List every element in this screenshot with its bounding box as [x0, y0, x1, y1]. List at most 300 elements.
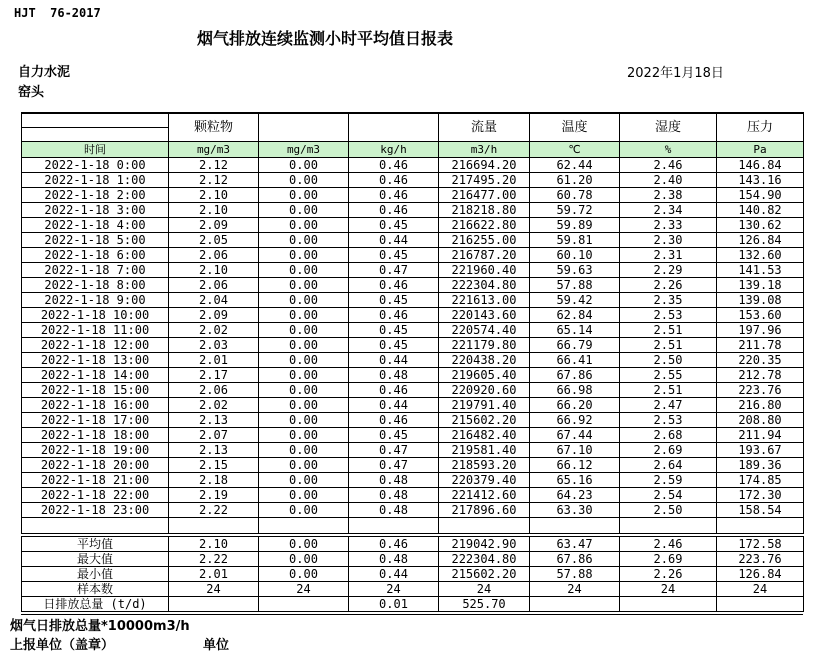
table-row [22, 383, 804, 398]
value-cell: 0.00 [259, 503, 349, 518]
value-cell: 139.08 [717, 293, 804, 308]
value-cell: 2.35 [620, 293, 717, 308]
value-cell: 24 [530, 582, 620, 597]
value-cell: 2.40 [620, 173, 717, 188]
table-row [22, 537, 804, 552]
value-cell: 0.46 [349, 203, 439, 218]
value-cell: 2.01 [169, 353, 259, 368]
row-label-cell: 样本数 [22, 582, 169, 597]
value-cell: 67.86 [530, 368, 620, 383]
value-cell: 146.84 [717, 158, 804, 173]
value-cell: 0.00 [259, 383, 349, 398]
row-label-cell: 2022-1-18 12:00 [22, 338, 169, 353]
row-label-cell: 2022-1-18 8:00 [22, 278, 169, 293]
value-cell: 130.62 [717, 218, 804, 233]
value-cell: 59.72 [530, 203, 620, 218]
value-cell: 0.00 [259, 233, 349, 248]
value-cell: 0.00 [259, 443, 349, 458]
row-label-cell: 平均值 [22, 537, 169, 552]
report-date: 2022年1月18日 [627, 66, 724, 81]
value-cell: 2.33 [620, 218, 717, 233]
hourly-data-table [21, 112, 804, 534]
row-label-cell: 2022-1-18 10:00 [22, 308, 169, 323]
value-cell: 65.14 [530, 323, 620, 338]
value-cell: 0.00 [259, 428, 349, 443]
value-cell: 2.19 [169, 488, 259, 503]
header-corner-bottom-cell [22, 128, 169, 142]
value-cell: 2.01 [169, 567, 259, 582]
value-cell: 0.46 [349, 537, 439, 552]
row-label-cell: 2022-1-18 15:00 [22, 383, 169, 398]
unit-celsius: ℃ [530, 142, 620, 158]
table-row [22, 428, 804, 443]
row-label-cell: 2022-1-18 19:00 [22, 443, 169, 458]
value-cell: 0.01 [349, 597, 439, 612]
value-cell: 220438.20 [439, 353, 530, 368]
value-cell: 66.92 [530, 413, 620, 428]
value-cell: 0.46 [349, 413, 439, 428]
table-row [22, 233, 804, 248]
value-cell: 0.00 [259, 552, 349, 567]
value-cell: 220.35 [717, 353, 804, 368]
value-cell: 140.82 [717, 203, 804, 218]
table-row [22, 248, 804, 263]
value-cell: 67.10 [530, 443, 620, 458]
value-cell: 219581.40 [439, 443, 530, 458]
table-row [22, 323, 804, 338]
table-row [22, 203, 804, 218]
value-cell: 211.94 [717, 428, 804, 443]
value-cell: 2.54 [620, 488, 717, 503]
empty-cell [439, 518, 530, 534]
value-cell: 0.00 [259, 278, 349, 293]
value-cell: 0.00 [259, 398, 349, 413]
value-cell: 2.30 [620, 233, 717, 248]
row-label-cell: 2022-1-18 13:00 [22, 353, 169, 368]
value-cell: 2.53 [620, 413, 717, 428]
value-cell: 2.09 [169, 218, 259, 233]
header-flow: 流量 [439, 113, 530, 142]
value-cell: 219791.40 [439, 398, 530, 413]
table-row [22, 278, 804, 293]
value-cell: 24 [717, 582, 804, 597]
value-cell: 212.78 [717, 368, 804, 383]
header-humidity: 湿度 [620, 113, 717, 142]
value-cell: 215602.20 [439, 567, 530, 582]
value-cell: 0.45 [349, 338, 439, 353]
row-label-cell: 2022-1-18 0:00 [22, 158, 169, 173]
table-row [22, 473, 804, 488]
value-cell: 24 [439, 582, 530, 597]
value-cell: 59.42 [530, 293, 620, 308]
value-cell: 193.67 [717, 443, 804, 458]
row-label-cell: 2022-1-18 14:00 [22, 368, 169, 383]
page-title: 烟气排放连续监测小时平均值日报表 [197, 29, 454, 48]
value-cell: 218593.20 [439, 458, 530, 473]
value-cell: 0.45 [349, 428, 439, 443]
flow-total-footnote: 烟气日排放总量*10000m3/h [10, 619, 190, 634]
value-cell: 2.05 [169, 233, 259, 248]
value-cell: 66.12 [530, 458, 620, 473]
monitoring-point-name: 窑头 [18, 85, 45, 100]
value-cell: 0.44 [349, 567, 439, 582]
row-label-cell: 日排放总量 (t/d) [22, 597, 169, 612]
value-cell: 220574.40 [439, 323, 530, 338]
value-cell [530, 597, 620, 612]
value-cell: 0.45 [349, 293, 439, 308]
value-cell: 2.47 [620, 398, 717, 413]
row-label-cell: 2022-1-18 4:00 [22, 218, 169, 233]
value-cell: 216694.20 [439, 158, 530, 173]
table-row [22, 488, 804, 503]
value-cell: 0.47 [349, 458, 439, 473]
value-cell: 219042.90 [439, 537, 530, 552]
empty-cell [169, 518, 259, 534]
value-cell: 2.69 [620, 552, 717, 567]
value-cell: 172.30 [717, 488, 804, 503]
value-cell: 2.10 [169, 263, 259, 278]
value-cell: 2.59 [620, 473, 717, 488]
value-cell: 221179.80 [439, 338, 530, 353]
empty-cell [717, 518, 804, 534]
empty-cell [620, 518, 717, 534]
value-cell: 216255.00 [439, 233, 530, 248]
value-cell: 0.44 [349, 233, 439, 248]
value-cell: 2.38 [620, 188, 717, 203]
table-row [22, 368, 804, 383]
company-name: 自力水泥 [18, 65, 71, 80]
value-cell: 0.00 [259, 567, 349, 582]
header-temperature: 温度 [530, 113, 620, 142]
value-cell: 217495.20 [439, 173, 530, 188]
report-table-area [21, 112, 803, 615]
value-cell [620, 597, 717, 612]
value-cell: 0.45 [349, 323, 439, 338]
value-cell: 216.80 [717, 398, 804, 413]
table-row [22, 567, 804, 582]
header-pressure: 压力 [717, 113, 804, 142]
value-cell: 0.44 [349, 398, 439, 413]
table-row [22, 263, 804, 278]
value-cell: 2.07 [169, 428, 259, 443]
value-cell: 62.44 [530, 158, 620, 173]
empty-cell [349, 518, 439, 534]
value-cell: 0.00 [259, 338, 349, 353]
value-cell: 217896.60 [439, 503, 530, 518]
value-cell: 154.90 [717, 188, 804, 203]
value-cell: 197.96 [717, 323, 804, 338]
value-cell: 0.46 [349, 278, 439, 293]
header-time: 时间 [22, 142, 169, 158]
value-cell: 59.81 [530, 233, 620, 248]
header-corner-top-cell [22, 113, 169, 128]
value-cell: 2.06 [169, 278, 259, 293]
value-cell: 2.13 [169, 443, 259, 458]
unit-m3h: m3/h [439, 142, 530, 158]
value-cell: 2.46 [620, 537, 717, 552]
value-cell: 2.10 [169, 537, 259, 552]
value-cell: 211.78 [717, 338, 804, 353]
value-cell: 172.58 [717, 537, 804, 552]
value-cell: 219605.40 [439, 368, 530, 383]
row-label-cell: 2022-1-18 9:00 [22, 293, 169, 308]
value-cell: 0.46 [349, 158, 439, 173]
value-cell: 2.50 [620, 353, 717, 368]
value-cell: 0.00 [259, 488, 349, 503]
value-cell: 24 [349, 582, 439, 597]
value-cell: 24 [620, 582, 717, 597]
value-cell: 24 [169, 582, 259, 597]
value-cell: 2.64 [620, 458, 717, 473]
table-row [22, 308, 804, 323]
value-cell: 2.51 [620, 338, 717, 353]
unit-kgh: kg/h [349, 142, 439, 158]
value-cell: 0.45 [349, 218, 439, 233]
value-cell: 222304.80 [439, 552, 530, 567]
value-cell: 0.48 [349, 503, 439, 518]
value-cell: 208.80 [717, 413, 804, 428]
value-cell: 2.02 [169, 398, 259, 413]
value-cell: 60.78 [530, 188, 620, 203]
value-cell: 63.30 [530, 503, 620, 518]
table-row [22, 582, 804, 597]
row-label-cell: 2022-1-18 2:00 [22, 188, 169, 203]
value-cell: 221960.40 [439, 263, 530, 278]
table-row [22, 218, 804, 233]
value-cell: 0.47 [349, 443, 439, 458]
value-cell: 216622.80 [439, 218, 530, 233]
value-cell: 2.03 [169, 338, 259, 353]
value-cell: 0.48 [349, 488, 439, 503]
value-cell: 220920.60 [439, 383, 530, 398]
value-cell: 153.60 [717, 308, 804, 323]
value-cell: 223.76 [717, 383, 804, 398]
value-cell: 57.88 [530, 278, 620, 293]
reporting-unit-label: 上报单位（盖章） [10, 638, 115, 653]
value-cell: 2.68 [620, 428, 717, 443]
value-cell: 2.12 [169, 173, 259, 188]
value-cell: 0.00 [259, 218, 349, 233]
value-cell: 0.00 [259, 173, 349, 188]
table-row [22, 552, 804, 567]
row-label-cell: 2022-1-18 20:00 [22, 458, 169, 473]
value-cell: 139.18 [717, 278, 804, 293]
value-cell: 66.98 [530, 383, 620, 398]
value-cell: 0.00 [259, 203, 349, 218]
value-cell: 2.04 [169, 293, 259, 308]
value-cell: 220379.40 [439, 473, 530, 488]
value-cell [717, 597, 804, 612]
value-cell: 216482.40 [439, 428, 530, 443]
value-cell: 2.46 [620, 158, 717, 173]
value-cell: 0.47 [349, 263, 439, 278]
value-cell: 0.00 [259, 248, 349, 263]
unit-label: 单位 [203, 638, 230, 653]
value-cell: 132.60 [717, 248, 804, 263]
value-cell: 0.00 [259, 263, 349, 278]
value-cell: 2.22 [169, 552, 259, 567]
value-cell: 525.70 [439, 597, 530, 612]
row-label-cell: 2022-1-18 22:00 [22, 488, 169, 503]
value-cell: 65.16 [530, 473, 620, 488]
value-cell: 59.63 [530, 263, 620, 278]
value-cell: 24 [259, 582, 349, 597]
row-label-cell: 2022-1-18 1:00 [22, 173, 169, 188]
value-cell: 2.17 [169, 368, 259, 383]
unit-pa: Pa [717, 142, 804, 158]
row-label-cell: 2022-1-18 21:00 [22, 473, 169, 488]
value-cell: 2.13 [169, 413, 259, 428]
value-cell: 61.20 [530, 173, 620, 188]
value-cell: 66.79 [530, 338, 620, 353]
value-cell: 62.84 [530, 308, 620, 323]
row-label-cell: 2022-1-18 18:00 [22, 428, 169, 443]
summary-table [21, 536, 804, 612]
value-cell: 64.23 [530, 488, 620, 503]
value-cell: 218218.80 [439, 203, 530, 218]
value-cell: 67.44 [530, 428, 620, 443]
value-cell: 0.00 [259, 473, 349, 488]
value-cell: 0.46 [349, 188, 439, 203]
value-cell: 2.34 [620, 203, 717, 218]
value-cell: 221613.00 [439, 293, 530, 308]
value-cell: 2.50 [620, 503, 717, 518]
row-label-cell: 2022-1-18 6:00 [22, 248, 169, 263]
value-cell: 2.29 [620, 263, 717, 278]
value-cell: 2.26 [620, 278, 717, 293]
unit-mgm3: mg/m3 [259, 142, 349, 158]
table-row [22, 398, 804, 413]
value-cell [259, 597, 349, 612]
empty-cell [259, 518, 349, 534]
row-label-cell: 2022-1-18 16:00 [22, 398, 169, 413]
table-row [22, 597, 804, 612]
header-particulate: 颗粒物 [169, 113, 259, 142]
header-empty-col2 [259, 113, 349, 142]
spacer-row [22, 518, 804, 534]
value-cell: 221412.60 [439, 488, 530, 503]
row-label-cell: 2022-1-18 3:00 [22, 203, 169, 218]
value-cell: 60.10 [530, 248, 620, 263]
value-cell: 67.86 [530, 552, 620, 567]
value-cell: 0.00 [259, 368, 349, 383]
value-cell: 2.18 [169, 473, 259, 488]
value-cell: 174.85 [717, 473, 804, 488]
value-cell: 2.69 [620, 443, 717, 458]
value-cell: 0.00 [259, 413, 349, 428]
table-row [22, 188, 804, 203]
value-cell: 0.48 [349, 368, 439, 383]
value-cell: 2.02 [169, 323, 259, 338]
table-row [22, 503, 804, 518]
row-label-cell: 2022-1-18 5:00 [22, 233, 169, 248]
value-cell: 141.53 [717, 263, 804, 278]
row-label-cell: 最小值 [22, 567, 169, 582]
empty-cell [22, 518, 169, 534]
value-cell: 223.76 [717, 552, 804, 567]
row-label-cell: 2022-1-18 11:00 [22, 323, 169, 338]
table-row [22, 413, 804, 428]
value-cell: 2.31 [620, 248, 717, 263]
value-cell: 2.09 [169, 308, 259, 323]
value-cell: 2.15 [169, 458, 259, 473]
unit-pm-mgm3: mg/m3 [169, 142, 259, 158]
value-cell: 143.16 [717, 173, 804, 188]
value-cell: 0.00 [259, 158, 349, 173]
value-cell: 222304.80 [439, 278, 530, 293]
value-cell: 2.51 [620, 323, 717, 338]
value-cell: 2.51 [620, 383, 717, 398]
value-cell: 216477.00 [439, 188, 530, 203]
value-cell: 158.54 [717, 503, 804, 518]
value-cell: 2.53 [620, 308, 717, 323]
value-cell: 66.41 [530, 353, 620, 368]
row-label-cell: 2022-1-18 17:00 [22, 413, 169, 428]
table-row [22, 443, 804, 458]
value-cell: 0.45 [349, 248, 439, 263]
value-cell: 189.36 [717, 458, 804, 473]
row-label-cell: 2022-1-18 7:00 [22, 263, 169, 278]
value-cell: 2.10 [169, 188, 259, 203]
unit-percent: % [620, 142, 717, 158]
table-row [22, 173, 804, 188]
value-cell: 126.84 [717, 567, 804, 582]
table-row [22, 353, 804, 368]
value-cell: 0.00 [259, 537, 349, 552]
value-cell: 215602.20 [439, 413, 530, 428]
value-cell: 0.00 [259, 353, 349, 368]
value-cell: 2.10 [169, 203, 259, 218]
empty-cell [530, 518, 620, 534]
value-cell: 2.22 [169, 503, 259, 518]
value-cell: 126.84 [717, 233, 804, 248]
table-row [22, 458, 804, 473]
value-cell: 59.89 [530, 218, 620, 233]
unit-header-row [22, 142, 804, 158]
header-empty-col3 [349, 113, 439, 142]
value-cell [169, 597, 259, 612]
value-cell: 0.46 [349, 308, 439, 323]
value-cell: 0.48 [349, 552, 439, 567]
table-row [22, 293, 804, 308]
value-cell: 57.88 [530, 567, 620, 582]
table-row [22, 158, 804, 173]
value-cell: 0.00 [259, 458, 349, 473]
value-cell: 0.46 [349, 173, 439, 188]
value-cell: 2.12 [169, 158, 259, 173]
header-group-row [22, 113, 804, 128]
table-row [22, 338, 804, 353]
value-cell: 0.00 [259, 308, 349, 323]
value-cell: 0.00 [259, 323, 349, 338]
value-cell: 0.00 [259, 293, 349, 308]
value-cell: 63.47 [530, 537, 620, 552]
value-cell: 220143.60 [439, 308, 530, 323]
value-cell: 0.48 [349, 473, 439, 488]
value-cell: 216787.20 [439, 248, 530, 263]
row-label-cell: 2022-1-18 23:00 [22, 503, 169, 518]
row-label-cell: 最大值 [22, 552, 169, 567]
value-cell: 0.44 [349, 353, 439, 368]
value-cell: 0.46 [349, 383, 439, 398]
value-cell: 66.20 [530, 398, 620, 413]
doc-standard-code: HJT 76-2017 [14, 6, 101, 20]
value-cell: 0.00 [259, 188, 349, 203]
value-cell: 2.06 [169, 383, 259, 398]
value-cell: 2.55 [620, 368, 717, 383]
value-cell: 2.06 [169, 248, 259, 263]
value-cell: 2.26 [620, 567, 717, 582]
